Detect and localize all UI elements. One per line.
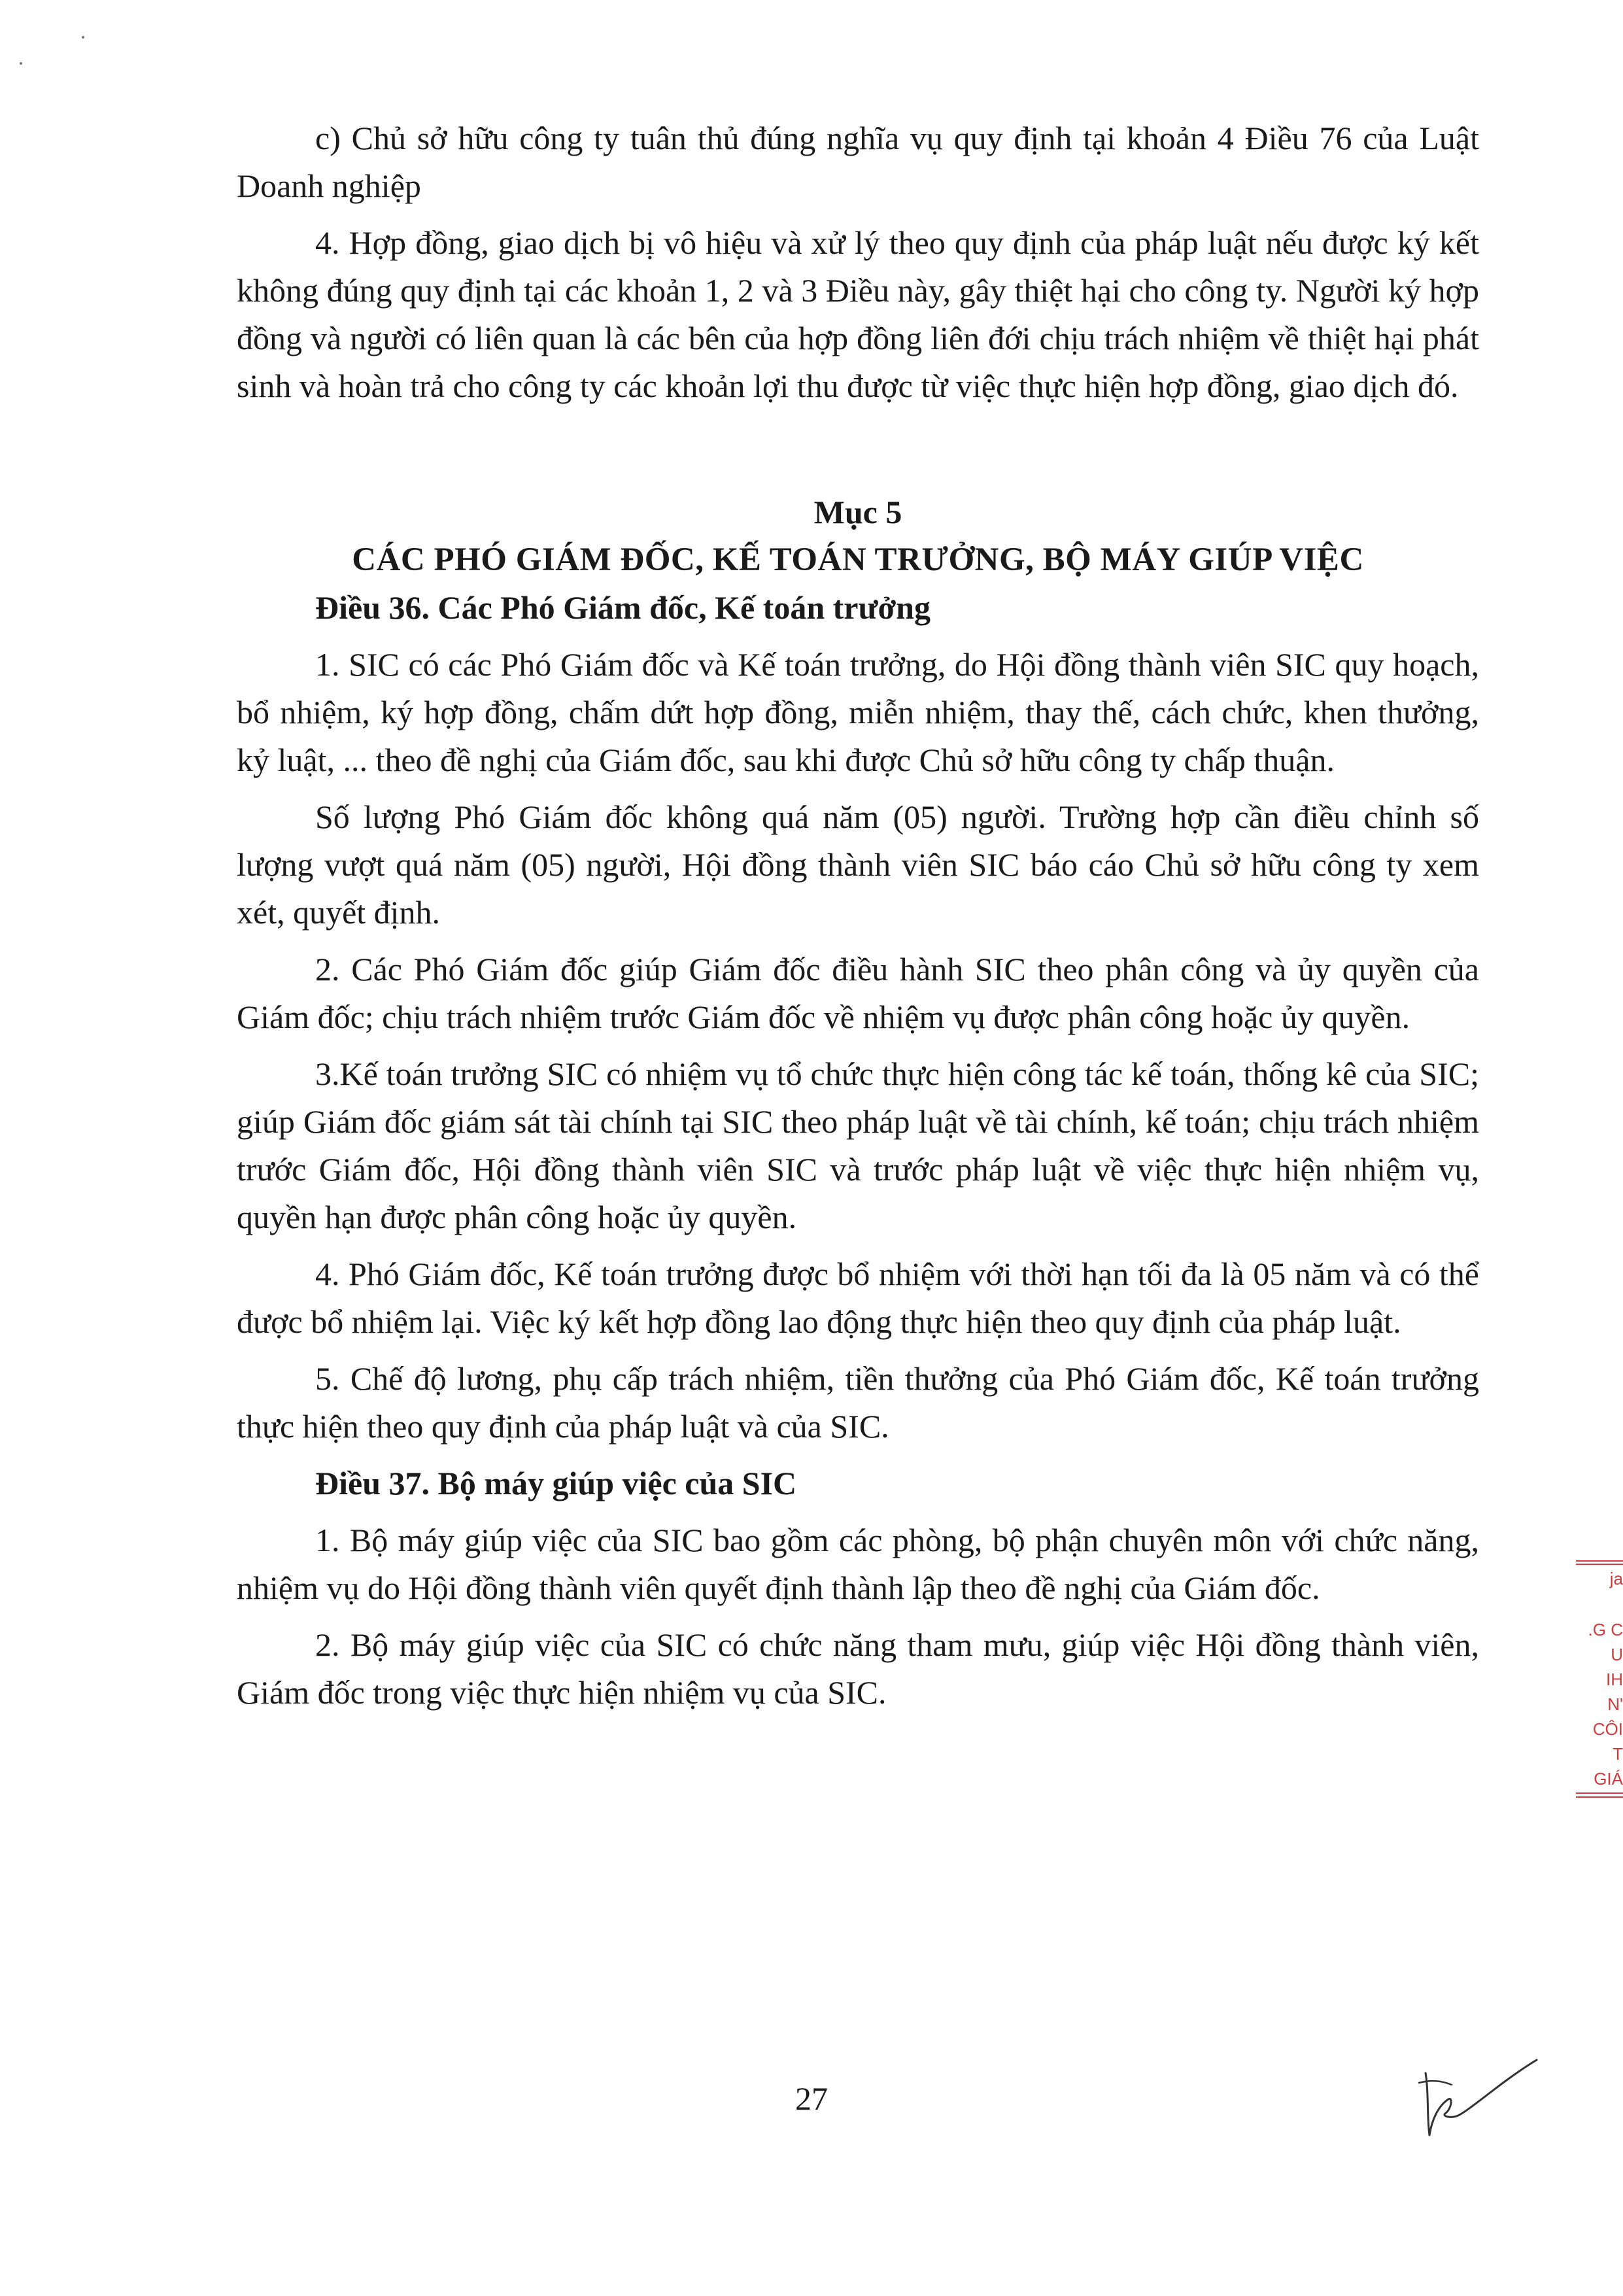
page-content xyxy=(237,114,1479,1717)
section-number: Mục 5 xyxy=(813,494,902,530)
red-stamp-fragment xyxy=(1563,1560,1623,1799)
stamp-border-lines xyxy=(1563,1560,1623,1566)
article-36-item-1-note: Số lượng Phó Giám đốc không quá năm (05) người. Trường hợp cần điều chỉnh số lượng vượt quá năm (05) người, Hội đồng thành viên SIC báo cáo Chủ sở hữu công ty xem xét, quyết định. xyxy=(237,798,1479,931)
page-number: 27 xyxy=(795,2080,828,2117)
article-37-item-2: 2. Bộ máy giúp việc của SIC có chức năng tham mưu, giúp việc Hội đồng thành viên, Giám đốc trong việc thực hiện nhiệm vụ của SIC. xyxy=(237,1626,1479,1711)
scan-speck xyxy=(82,36,84,39)
paragraph: c) Chủ sở hữu công ty tuân thủ đúng nghĩa vụ quy định tại khoản 4 Điều 76 của Luật Doanh nghiệp xyxy=(237,120,1479,204)
signature-mark xyxy=(1412,2053,1543,2145)
stamp-border-lines xyxy=(1563,1791,1623,1799)
stamp-text: T xyxy=(1613,1744,1623,1764)
stamp-text: GIÁ xyxy=(1594,1769,1623,1789)
stamp-text: CÔI xyxy=(1592,1719,1623,1739)
stamp-text: .G C xyxy=(1588,1620,1623,1639)
stamp-text: IH xyxy=(1606,1670,1623,1689)
stamp-text: ja xyxy=(1609,1569,1623,1588)
article-37-item-1: 1. Bộ máy giúp việc của SIC bao gồm các phòng, bộ phận chuyên môn với chức năng, nhiệm vụ do Hội đồng thành viên quyết định thành lập theo đề nghị của Giám đốc. xyxy=(237,1522,1479,1606)
stamp-text: N' xyxy=(1607,1694,1623,1714)
article-37-heading: Điều 37. Bộ máy giúp việc của SIC xyxy=(315,1465,797,1501)
article-36-item-5: 5. Chế độ lương, phụ cấp trách nhiệm, tiền thưởng của Phó Giám đốc, Kế toán trưởng thực hiện theo quy định của pháp luật và của SIC. xyxy=(237,1360,1479,1445)
stamp-text: U xyxy=(1611,1645,1623,1664)
article-36-item-4: 4. Phó Giám đốc, Kế toán trưởng được bổ nhiệm với thời hạn tối đa là 05 năm và có thể được bổ nhiệm lại. Việc ký kết hợp đồng lao động thực hiện theo quy định của pháp luật. xyxy=(237,1256,1479,1340)
section-title: CÁC PHÓ GIÁM ĐỐC, KẾ TOÁN TRƯỞNG, BỘ MÁY GIÚP VIỆC xyxy=(352,541,1364,578)
article-36-item-2: 2. Các Phó Giám đốc giúp Giám đốc điều hành SIC theo phân công và ủy quyền của Giám đốc; chịu trách nhiệm trước Giám đốc về nhiệm vụ được phân công hoặc ủy quyền. xyxy=(237,951,1479,1035)
article-36-item-3: 3.Kế toán trưởng SIC có nhiệm vụ tổ chức thực hiện công tác kế toán, thống kê của SIC; giúp Giám đốc giám sát tài chính tại SIC theo pháp luật về tài chính, kế toán; chịu trách nhiệm trước Giám đốc, Hội đồng thành viên SIC và trước pháp luật về việc thực hiện nhiệm vụ, quyền hạn được phân công hoặc ủy quyền. xyxy=(237,1055,1479,1235)
article-36-heading: Điều 36. Các Phó Giám đốc, Kế toán trưởng xyxy=(315,589,931,626)
article-36-item-1: 1. SIC có các Phó Giám đốc và Kế toán trưởng, do Hội đồng thành viên SIC quy hoạch, bổ nhiệm, ký hợp đồng, chấm dứt hợp đồng, miễn nhiệm, thay thế, cách chức, khen thưởng, kỷ luật, ... theo đề nghị của Giám đốc, sau khi được Chủ sở hữu công ty chấp thuận. xyxy=(237,646,1479,778)
scan-speck xyxy=(20,62,22,65)
paragraph: 4. Hợp đồng, giao dịch bị vô hiệu và xử lý theo quy định của pháp luật nếu được ký kết không đúng quy định tại các khoản 1, 2 và 3 Điều này, gây thiệt hại cho công ty. Người ký hợp đồng và người có liên quan là các bên của hợp đồng liên đới chịu trách nhiệm về thiệt hại phát sinh và hoàn trả cho công ty các khoản lợi thu được từ việc thực hiện hợp đồng, giao dịch đó. xyxy=(237,224,1479,404)
